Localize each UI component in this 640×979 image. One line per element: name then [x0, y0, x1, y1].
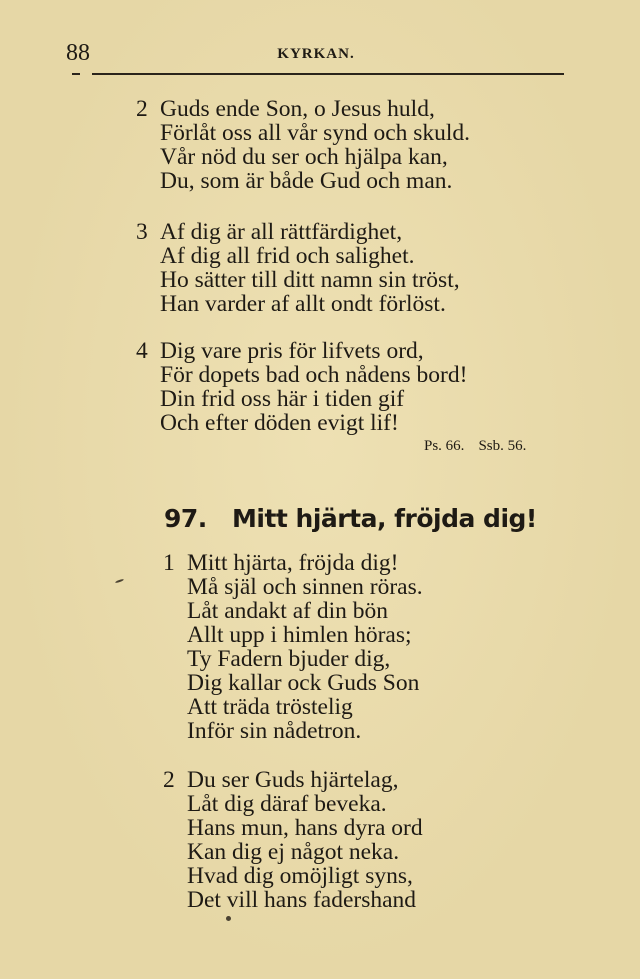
header-rule: [92, 73, 564, 75]
stanza-line: Du, som är både Gud och man.: [160, 168, 453, 194]
stanza-2: [163, 768, 423, 912]
hymn-title: Mitt hjärta, fröjda dig!: [232, 504, 537, 533]
stanza-line: Låt andakt af din bön: [187, 598, 388, 624]
stanza-1: [163, 551, 423, 743]
page-header: [66, 38, 566, 78]
stanza-line: Kan dig ej något neka.: [187, 839, 400, 865]
stanza-line: Ty Fadern bjuder dig,: [187, 646, 391, 672]
stanza-line: Vår nöd du ser och hjälpa kan,: [160, 144, 448, 170]
stanza-line: Guds ende Son, o Jesus huld,: [160, 96, 435, 122]
stanza-line: Du ser Guds hjärtelag,: [187, 767, 399, 793]
stanza-previous-3: [136, 220, 460, 316]
paper-speck: [115, 579, 124, 584]
stanza-line: Må själ och sinnen röras.: [187, 574, 423, 600]
stanza-previous-4: [136, 339, 467, 435]
psalm-reference: Ps. 66.: [424, 438, 465, 454]
stanza-line: Af dig är all rättfärdighet,: [160, 219, 403, 245]
stanza-line: Det vill hans fadershand: [187, 887, 417, 913]
header-rule-tick: [72, 73, 80, 75]
stanza-number: 2: [163, 767, 175, 793]
stanza-line: Att träda tröstelig: [187, 694, 353, 720]
stanza-line: Mitt hjärta, fröjda dig!: [187, 550, 399, 576]
stanza-line: Hans mun, hans dyra ord: [187, 815, 423, 841]
stanza-line: Inför sin nådetron.: [187, 718, 362, 744]
stanza-line: Och efter döden evigt lif!: [160, 410, 399, 436]
stanza-previous-2: [136, 97, 470, 193]
stanza-number: 1: [163, 550, 175, 576]
stanza-line: Allt upp i himlen höras;: [187, 622, 412, 648]
stanza-line: Ho sätter till ditt namn sin tröst,: [160, 267, 460, 293]
paper-speck: [226, 916, 231, 921]
stanza-number: 2: [136, 96, 148, 122]
hymn-heading: [164, 504, 537, 533]
stanza-line: Dig vare pris för lifvets ord,: [160, 338, 424, 364]
stanza-line: Låt dig däraf beveka.: [187, 791, 387, 817]
stanza-number: 4: [136, 338, 148, 364]
running-head: KYRKAN.: [277, 46, 355, 62]
ssb-reference: Ssb. 56.: [478, 438, 527, 454]
stanza-line: För dopets bad och nådens bord!: [160, 362, 468, 388]
page-number: 88: [66, 40, 90, 66]
hymn-number: 97.: [164, 504, 207, 533]
stanza-line: Hvad dig omöjligt syns,: [187, 863, 413, 889]
stanza-line: Din frid oss här i tiden gif: [160, 386, 405, 412]
hymn-references: [424, 438, 526, 455]
stanza-line: Han varder af allt ondt förlöst.: [160, 291, 446, 317]
stanza-number: 3: [136, 219, 148, 245]
stanza-line: Dig kallar ock Guds Son: [187, 670, 420, 696]
stanza-line: Af dig all frid och salighet.: [160, 243, 415, 269]
stanza-line: Förlåt oss all vår synd och skuld.: [160, 120, 471, 146]
